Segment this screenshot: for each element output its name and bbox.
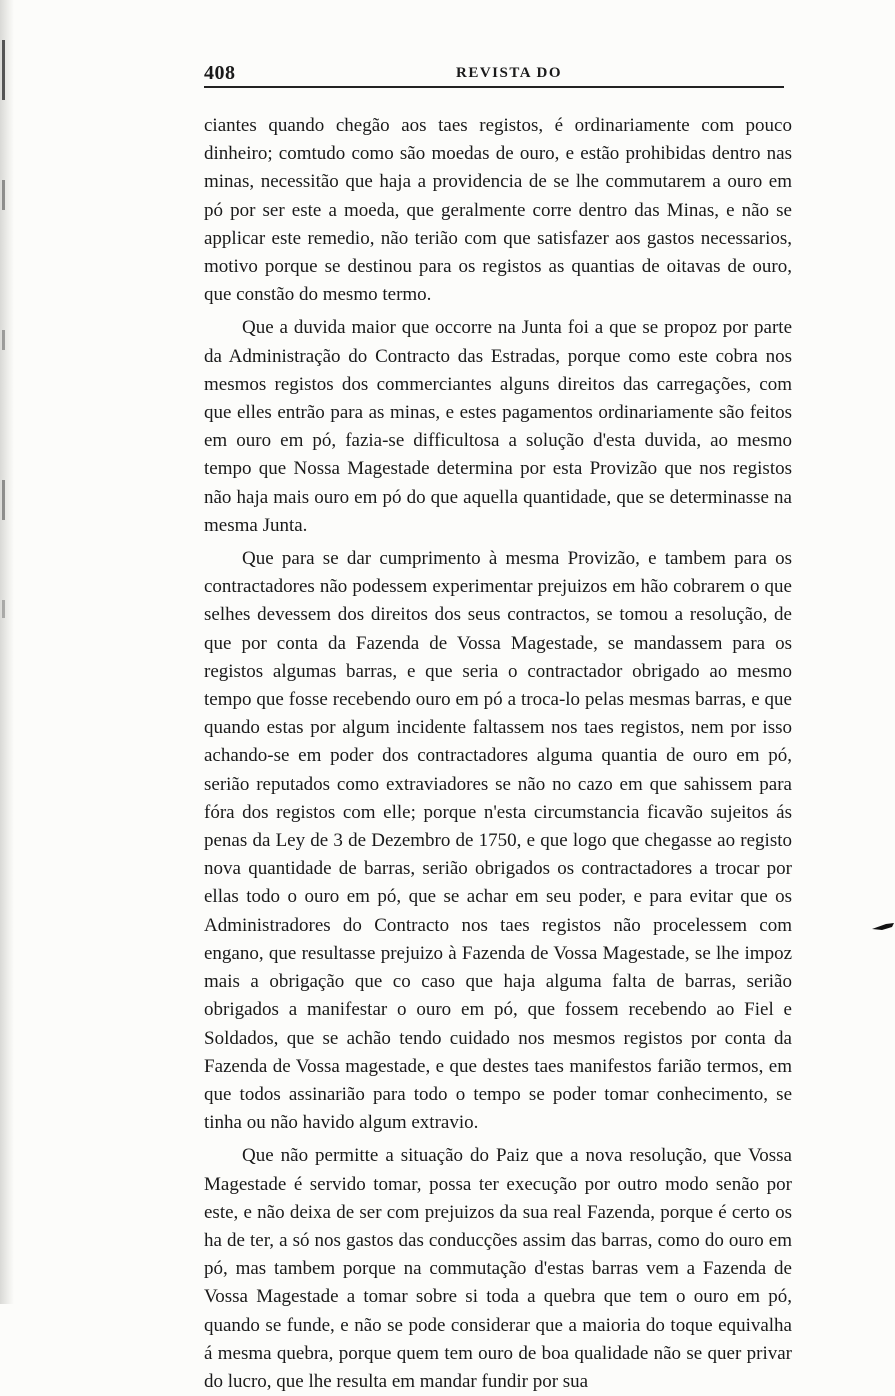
- header-rule: [204, 86, 784, 88]
- paragraph: Que a duvida maior que occorre na Junta foi a que se propoz por parte da Administração do Contracto das Estradas, porque como este cobra nos mesmos registos dos commerciantes alguns direitos das carregações, com que elles entrão para as minas, e estes pagamentos ordinariamente são feitos em ouro em pó, fazia-se difficultosa a solução d'esta duvida, ao mesmo tempo que Nossa Magestade determina por esta Provizão que nos registos não haja mais ouro em pó do que aquella quantidade, que se determinasse na mesma Junta.: [204, 317, 792, 536]
- running-title: REVISTA DO: [456, 65, 562, 81]
- page-number: 408: [204, 62, 236, 84]
- paragraph: Que não permitte a situação do Paiz que a nova resolução, que Vossa Magestade é servido tomar, possa ter execução por outro modo senão por este, e não deixa de ser com prejuizos da sua real Fazenda, porque é certo os ha de ter, a só nos gastos das conducções assim das barras, como do ouro em pó, mas tambem porque na commutação d'estas barras vem a Fazenda de Vossa Magestade a tomar sobre si toda a quebra que tem o ouro em pó, quando se funde, e não se pode considerar que a maioria do toque equivalha á mesma quebra, porque quem tem ouro de boa qualidade não se quer privar do lucro, que lhe resulta em mandar fundir por sua: [204, 1145, 792, 1392]
- paragraph: Que para se dar cumprimento à mesma Provizão, e tambem para os contractadores não podessem experimentar prejuizos em hão cobrarem o que selhes devessem dos direitos dos seus contractos, se tomou a resolução, de que por conta da Fazenda de Vossa Magestade, se mandassem para os registos algumas barras, e que seria o contractador obrigado ao mesmo tempo que fosse recebendo ouro em pó a troca-lo pelas mesmas barras, e que quando estas por algum incidente faltassem nos taes registos, nem por isso achando-se em poder dos contractadores alguma quantia de ouro em pó, serião reputados como extraviadores se não no cazo em que sahissem para fóra dos registos com elle; porque n'esta circumstancia ficavão sujeitos ás penas da Ley de 3 de Dezembro de 1750, e que logo que chegasse ao registo nova quantidade de barras, serião obrigados os contractadores a trocar por ellas todo o ouro em pó, que se achar em seu poder, e para evitar que os Administradores do Contracto nos taes registos não procelessem com engano, que resultasse prejuizo à Fazenda de Vossa Magestade, se lhe impoz mais a obrigação que co caso que haja alguma falta de barras, serião obrigados a manifestar o ouro em pó, que fossem recebendo ao Fiel e Soldados, que se achão tendo cuidado nos mesmos registos por conta da Fazenda de Vossa magestade, e que destes taes manifestos farião termos, em que todos assinarião para todo o tempo se poder tomar conhecimento, se tinha ou não havido algum extravio.: [204, 548, 792, 1134]
- ink-blot: [872, 922, 894, 932]
- body-text: [204, 112, 792, 1396]
- page-left-edge: [0, 0, 14, 1304]
- paragraph: ciantes quando chegão aos taes registos, é ordinariamente com pouco dinheiro; comtudo como são moedas de ouro, e estão prohibidas dentro nas minas, necessitão que haja a providencia de se lhe commutarem a ouro em pó por ser este a moeda, que geralmente corre dentro das Minas, e não se applicar este remedio, não terião com que satisfazer aos gastos necessarios, motivo porque se destinou para os registos as quantias de oitavas de ouro, que constão do mesmo termo.: [204, 115, 792, 306]
